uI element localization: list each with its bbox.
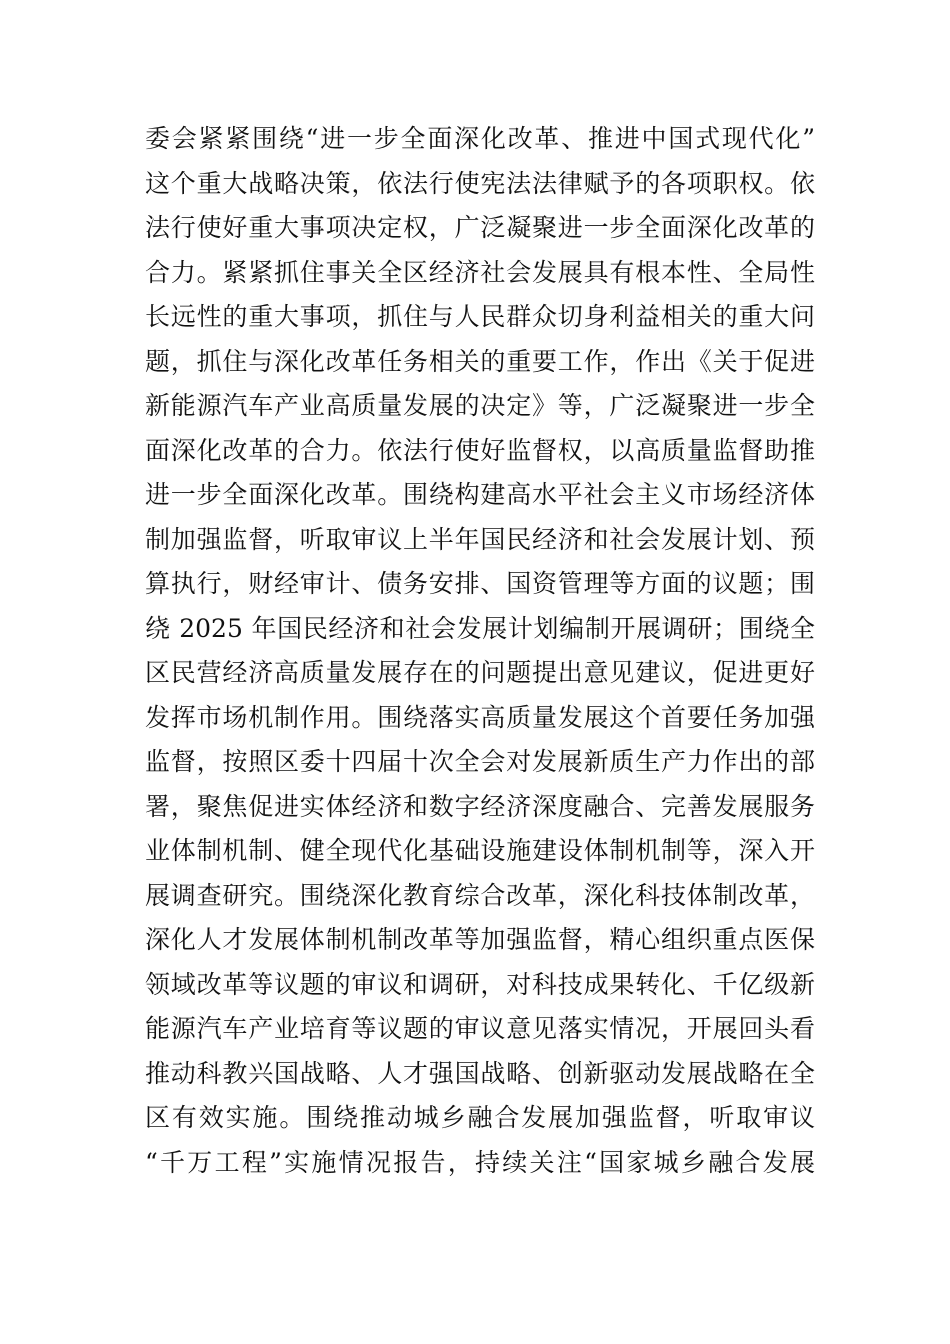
text-line: 深化人才发展体制机制改革等加强监督，精心组织重点医保 xyxy=(145,925,815,954)
text-line: 区有效实施。围绕推动城乡融合发展加强监督，听取审议 xyxy=(145,1103,815,1132)
text-line: 监督，按照区委十四届十次全会对发展新质生产力作出的部 xyxy=(145,747,815,776)
text-line: 区民营经济高质量发展存在的问题提出意见建议，促进更好 xyxy=(145,658,815,687)
text-line: 署，聚焦促进实体经济和数字经济深度融合、完善发展服务 xyxy=(145,791,815,821)
text-line: 法行使好重大事项决定权，广泛凝聚进一步全面深化改革的 xyxy=(145,213,815,242)
text-line: 发挥市场机制作用。围绕落实高质量发展这个首要任务加强 xyxy=(145,702,815,732)
text-line: 绕 2025 年国民经济和社会发展计划编制开展调研；围绕全 xyxy=(145,613,815,643)
text-line: 新能源汽车产业高质量发展的决定》等，广泛凝聚进一步全 xyxy=(145,391,815,420)
text-line: 面深化改革的合力。依法行使好监督权，以高质量监督助推 xyxy=(145,435,815,465)
text-line: 展调查研究。围绕深化教育综合改革，深化科技体制改革， xyxy=(145,880,815,910)
text-line: 合力。紧紧抓住事关全区经济社会发展具有根本性、全局性 xyxy=(145,257,815,287)
text-line: 算执行，财经审计、债务安排、国资管理等方面的议题；围 xyxy=(145,569,815,598)
text-line: 领域改革等议题的审议和调研，对科技成果转化、千亿级新 xyxy=(145,969,815,999)
text-line: 制加强监督，听取审议上半年国民经济和社会发展计划、预 xyxy=(145,524,815,554)
text-line: 委会紧紧围绕“进一步全面深化改革、推进中国式现代化” xyxy=(145,124,815,153)
text-line: “千万工程”实施情况报告，持续关注“国家城乡融合发展 xyxy=(145,1147,815,1177)
text-line: 业体制机制、健全现代化基础设施建设体制机制等，深入开 xyxy=(145,836,815,865)
body-paragraph xyxy=(145,117,815,1185)
text-line: 长远性的重大事项，抓住与人民群众切身利益相关的重大问 xyxy=(145,302,815,331)
text-line: 能源汽车产业培育等议题的审议意见落实情况，开展回头看 xyxy=(145,1014,815,1043)
text-line: 这个重大战略决策，依法行使宪法法律赋予的各项职权。依 xyxy=(145,168,815,198)
text-line: 推动科教兴国战略、人才强国战略、创新驱动发展战略在全 xyxy=(145,1058,815,1088)
text-line: 题，抓住与深化改革任务相关的重要工作，作出《关于促进 xyxy=(145,346,815,376)
text-line: 进一步全面深化改革。围绕构建高水平社会主义市场经济体 xyxy=(145,480,815,509)
